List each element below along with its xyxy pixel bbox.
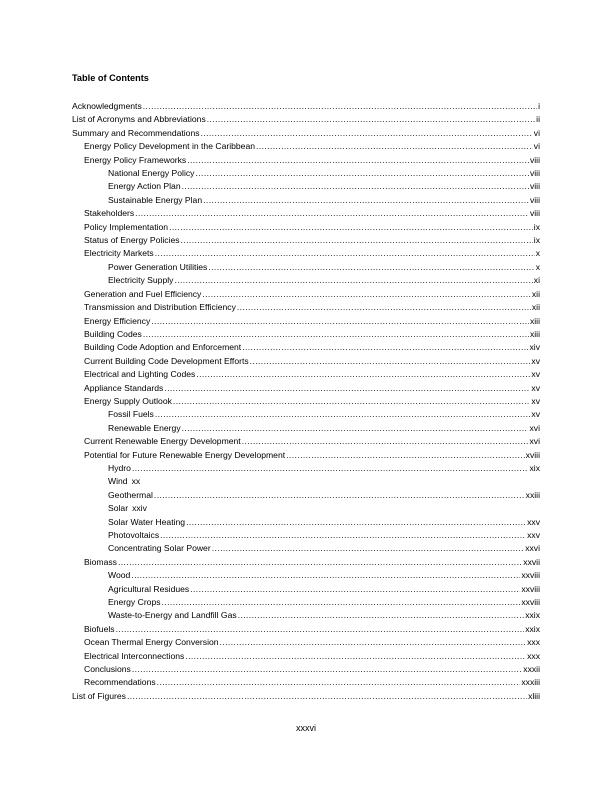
toc-entry[interactable] (72, 462, 540, 475)
toc-entry-page-number[interactable]: xxxiii (521, 677, 540, 688)
toc-entry-label[interactable]: Electricity Supply (108, 274, 174, 287)
toc-entry[interactable] (72, 583, 540, 596)
dot-leader (196, 368, 530, 381)
dot-leader (154, 489, 525, 502)
dot-leader (157, 676, 521, 689)
toc-entry-page-number[interactable]: viii (529, 168, 540, 179)
toc-entry-label[interactable]: Biofuels (84, 623, 116, 636)
toc-entry-label[interactable]: Electricity Markets (84, 247, 155, 260)
dot-leader (242, 435, 529, 448)
dot-leader (201, 127, 533, 140)
toc-entry[interactable] (72, 663, 540, 676)
toc-entry[interactable] (72, 475, 540, 488)
toc-entry-label[interactable]: Sustainable Energy Plan (108, 194, 203, 207)
toc-entry[interactable] (72, 435, 540, 448)
toc-entry[interactable] (72, 596, 540, 609)
toc-entry[interactable] (72, 341, 540, 354)
toc-entry-page-number[interactable]: xxvii (523, 556, 540, 567)
dot-leader (127, 690, 527, 703)
dot-leader (185, 650, 526, 663)
toc-entry[interactable] (72, 140, 540, 153)
toc-entry[interactable] (72, 355, 540, 368)
dot-leader (135, 207, 529, 220)
toc-entry-page-number[interactable]: xxv (527, 516, 540, 527)
toc-entry[interactable] (72, 113, 540, 126)
toc-entry-label[interactable]: Electrical and Lighting Codes (84, 368, 196, 381)
toc-entry[interactable] (72, 556, 540, 569)
toc-entry-page-number[interactable]: viii (529, 154, 540, 165)
toc-entry[interactable] (72, 180, 540, 193)
toc-entry-page-number[interactable]: xviii (525, 449, 540, 460)
dot-leader (212, 542, 524, 555)
toc-entry-page-number[interactable]: xxix (525, 623, 540, 634)
dot-leader (286, 449, 525, 462)
toc-entry-page-number[interactable]: xxviii (521, 597, 540, 608)
dot-leader (173, 395, 531, 408)
dot-leader (116, 623, 525, 636)
toc-entry-page-number[interactable]: xv (531, 395, 540, 406)
toc-entry-page-number[interactable]: xxiv (132, 503, 147, 514)
toc-entry[interactable] (72, 502, 540, 515)
dot-leader (237, 301, 531, 314)
dot-leader (174, 274, 532, 287)
dot-leader (250, 355, 531, 368)
toc-entry[interactable] (72, 382, 540, 395)
table-of-contents (72, 100, 540, 703)
toc-entry-page-number[interactable]: xv (531, 382, 540, 393)
toc-entry-page-number[interactable]: xix (529, 462, 540, 473)
toc-entry[interactable] (72, 274, 540, 287)
dot-leader (132, 462, 529, 475)
dot-leader (186, 516, 526, 529)
toc-entry-page-number[interactable]: ix (533, 235, 540, 246)
toc-entry-label[interactable]: Building Code Adoption and Enforcement (84, 341, 242, 354)
toc-entry[interactable] (72, 167, 540, 180)
toc-entry-label[interactable]: Solar (108, 502, 129, 515)
toc-entry-label[interactable]: National Energy Policy (108, 167, 195, 180)
dot-leader (182, 180, 529, 193)
dot-leader (238, 609, 525, 622)
page-number-footer: xxxvi (296, 723, 316, 733)
toc-entry[interactable] (72, 408, 540, 421)
toc-entry[interactable] (72, 636, 540, 649)
dot-leader (208, 261, 534, 274)
toc-entry[interactable] (72, 676, 540, 689)
toc-entry-page-number[interactable]: i (538, 101, 540, 111)
toc-entry[interactable] (72, 315, 540, 328)
dot-leader (256, 140, 533, 153)
toc-entry[interactable] (72, 261, 540, 274)
toc-entry-page-number[interactable]: xxviii (521, 583, 540, 594)
toc-entry-label[interactable]: Power Generation Utilities (108, 261, 208, 274)
dot-leader (220, 636, 527, 649)
toc-entry-label[interactable]: Wood (108, 569, 131, 582)
toc-entry-page-number[interactable]: xxx (527, 637, 540, 648)
toc-entry[interactable] (72, 542, 540, 555)
toc-entry-label[interactable]: Waste-to-Energy and Landfill Gas (108, 609, 238, 622)
dot-leader (160, 529, 526, 542)
toc-entry-label[interactable]: Current Renewable Energy Development (84, 435, 242, 448)
toc-entry-label[interactable]: Stakeholders (84, 207, 135, 220)
toc-entry-label[interactable]: Appliance Standards (84, 382, 164, 395)
toc-entry-label[interactable]: Solar Water Heating (108, 516, 186, 529)
toc-entry-label[interactable]: Energy Policy Frameworks (84, 154, 187, 167)
toc-entry[interactable] (72, 449, 540, 462)
toc-entry-page-number[interactable]: vi (533, 141, 540, 152)
dot-leader (162, 596, 521, 609)
toc-entry-label[interactable]: List of Figures (72, 690, 127, 703)
toc-entry-label[interactable]: Ocean Thermal Energy Conversion (84, 636, 220, 649)
toc-entry-page-number[interactable]: viii (529, 208, 540, 219)
toc-entry-label[interactable]: Geothermal (108, 489, 154, 502)
toc-entry-page-number[interactable]: xxx (527, 650, 540, 661)
toc-entry-page-number[interactable]: xxviii (521, 570, 540, 581)
toc-entry[interactable] (72, 623, 540, 636)
toc-entry[interactable] (72, 100, 540, 113)
toc-entry-label[interactable]: Energy Action Plan (108, 180, 182, 193)
toc-entry[interactable] (72, 395, 540, 408)
toc-entry[interactable] (72, 221, 540, 234)
dot-leader (143, 328, 529, 341)
toc-entry[interactable] (72, 422, 540, 435)
toc-entry[interactable] (72, 650, 540, 663)
toc-entry-page-number[interactable]: xxiii (525, 489, 540, 500)
toc-entry-page-number[interactable]: vi (533, 127, 540, 138)
toc-entry[interactable] (72, 194, 540, 207)
toc-entry-label[interactable]: Electrical Interconnections (84, 650, 185, 663)
toc-entry-label[interactable]: Status of Energy Policies (84, 234, 181, 247)
toc-entry-label[interactable]: Acknowledgments (72, 100, 143, 113)
toc-entry-page-number[interactable]: xiii (529, 328, 540, 339)
toc-entry-page-number[interactable]: xii (531, 302, 540, 313)
toc-entry-page-number[interactable]: x (535, 248, 540, 259)
dot-leader (132, 663, 522, 676)
dot-leader (143, 100, 537, 113)
toc-entry[interactable] (72, 154, 540, 167)
toc-entry-page-number[interactable]: xvi (529, 422, 540, 433)
toc-entry-label[interactable]: Summary and Recommendations (72, 127, 201, 140)
toc-entry-page-number[interactable]: viii (529, 194, 540, 205)
toc-entry-page-number[interactable]: xii (531, 288, 540, 299)
toc-entry-page-number[interactable]: ix (533, 221, 540, 232)
toc-entry-page-number[interactable]: xxix (525, 610, 540, 621)
toc-entry-page-number[interactable]: x (535, 261, 540, 272)
toc-entry-label[interactable]: Policy Implementation (84, 221, 169, 234)
toc-entry[interactable] (72, 247, 540, 260)
toc-entry-page-number[interactable]: xv (531, 369, 540, 380)
dot-leader (195, 167, 529, 180)
toc-entry-label[interactable]: Energy Crops (108, 596, 162, 609)
dot-leader (202, 288, 531, 301)
toc-entry-label[interactable]: Fossil Fuels (108, 408, 155, 421)
toc-entry-page-number[interactable]: xi (533, 275, 540, 286)
dot-leader (242, 341, 528, 354)
toc-entry-page-number[interactable]: ii (536, 114, 540, 125)
toc-entry[interactable] (72, 368, 540, 381)
toc-entry[interactable] (72, 609, 540, 622)
dot-leader (182, 422, 529, 435)
toc-entry-page-number[interactable]: xvi (529, 436, 540, 447)
toc-entry-label[interactable]: Building Codes (84, 328, 143, 341)
toc-entry-page-number[interactable]: xxv (527, 530, 540, 540)
toc-entry-label[interactable]: Energy Policy Development in the Caribbean (84, 140, 256, 153)
toc-entry-label[interactable]: Recommendations (84, 676, 157, 689)
toc-entry-page-number[interactable]: xv (531, 355, 540, 366)
toc-entry-page-number[interactable]: viii (529, 181, 540, 192)
toc-entry[interactable] (72, 569, 540, 582)
toc-entry-label[interactable]: Potential for Future Renewable Energy Development (84, 449, 286, 462)
dot-leader (151, 315, 529, 328)
toc-entry-label[interactable]: Renewable Energy (108, 422, 182, 435)
toc-entry-page-number[interactable]: xiii (529, 315, 540, 326)
dot-leader (155, 247, 535, 260)
dot-leader (207, 113, 535, 126)
toc-entry-label[interactable]: Conclusions (84, 663, 132, 676)
toc-entry-label[interactable]: Concentrating Solar Power (108, 542, 212, 555)
toc-entry-label[interactable]: Photovoltaics (108, 529, 160, 542)
dot-leader (181, 234, 533, 247)
toc-entry-label[interactable]: Energy Efficiency (84, 315, 151, 328)
toc-entry[interactable] (72, 328, 540, 341)
dot-leader (190, 583, 520, 596)
toc-entry-label[interactable]: Agricultural Residues (108, 583, 190, 596)
toc-entry-label[interactable]: Hydro (108, 462, 132, 475)
dot-leader (164, 382, 530, 395)
toc-entry-label[interactable]: Energy Supply Outlook (84, 395, 173, 408)
toc-entry[interactable] (72, 690, 540, 703)
toc-entry-label[interactable]: Current Building Code Development Efforts (84, 355, 250, 368)
toc-entry-page-number[interactable]: xiv (529, 342, 540, 353)
toc-entry[interactable] (72, 234, 540, 247)
toc-entry-label[interactable]: Wind (108, 475, 129, 488)
toc-entry-page-number[interactable]: xv (531, 409, 540, 420)
dot-leader (187, 154, 529, 167)
toc-entry-label[interactable]: List of Acronyms and Abbreviations (72, 113, 207, 126)
dot-leader (203, 194, 529, 207)
dot-leader (169, 221, 533, 234)
toc-entry[interactable] (72, 127, 540, 140)
toc-entry-page-number[interactable]: xxvi (525, 543, 540, 554)
toc-entry[interactable] (72, 529, 540, 542)
toc-heading: Table of Contents (72, 73, 149, 83)
toc-entry-label[interactable]: Biomass (84, 556, 118, 569)
toc-entry[interactable] (72, 288, 540, 301)
toc-entry[interactable] (72, 516, 540, 529)
dot-leader (155, 408, 531, 421)
toc-entry[interactable] (72, 489, 540, 502)
toc-entry-page-number[interactable]: xx (131, 476, 141, 487)
toc-entry-page-number[interactable]: xliii (528, 690, 540, 701)
dot-leader (131, 569, 520, 582)
toc-entry-label[interactable]: Transmission and Distribution Efficiency (84, 301, 237, 314)
toc-entry[interactable] (72, 207, 540, 220)
toc-entry-label[interactable]: Generation and Fuel Efficiency (84, 288, 202, 301)
toc-entry[interactable] (72, 301, 540, 314)
dot-leader (118, 556, 522, 569)
toc-entry-page-number[interactable]: xxxii (523, 664, 540, 675)
